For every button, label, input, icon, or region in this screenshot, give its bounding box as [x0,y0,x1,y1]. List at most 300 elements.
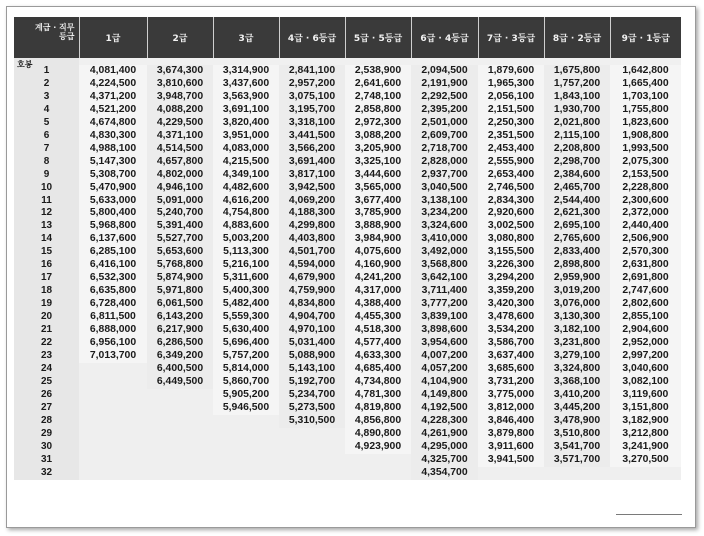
salary-cell: 3,820,400 [213,117,279,130]
salary-cell: 2,920,600 [478,207,544,220]
salary-cell: 3,637,400 [478,350,544,363]
salary-cell: 4,856,800 [345,415,411,428]
salary-cell: 2,151,500 [478,104,544,117]
salary-cell [213,467,279,480]
salary-cell: 2,250,300 [478,117,544,130]
salary-cell: 2,765,600 [544,233,610,246]
salary-cell: 4,224,500 [79,78,147,91]
salary-cell [79,389,147,402]
table-row [14,363,681,376]
salary-cell: 3,563,900 [213,91,279,104]
table-row [14,467,681,480]
salary-cell: 4,518,300 [345,324,411,337]
salary-cell: 3,685,600 [478,363,544,376]
salary-cell: 3,076,000 [544,298,610,311]
salary-cell: 3,568,800 [411,259,478,272]
salary-cell: 3,420,300 [478,298,544,311]
salary-cell: 2,570,300 [610,246,681,259]
table-row [14,233,681,246]
table-row [14,389,681,402]
salary-cell: 6,137,600 [79,233,147,246]
salary-cell: 3,565,000 [345,182,411,195]
salary-cell: 1,703,100 [610,91,681,104]
salary-cell: 2,208,800 [544,143,610,156]
step-number: 21 [14,324,79,337]
salary-cell: 4,819,800 [345,402,411,415]
salary-cell [213,428,279,441]
table-row [14,169,681,182]
salary-table [14,17,681,480]
salary-cell [79,441,147,454]
grade-header-9: 9급 · 1등급 [610,17,681,58]
salary-cell: 2,372,000 [610,207,681,220]
salary-cell: 2,641,600 [345,78,411,91]
salary-cell: 6,956,100 [79,337,147,350]
salary-cell: 6,635,800 [79,285,147,298]
salary-cell: 4,295,000 [411,441,478,454]
salary-cell: 4,104,900 [411,376,478,389]
table-row [14,428,681,441]
salary-cell: 3,566,200 [279,143,345,156]
salary-cell: 4,657,800 [147,156,213,169]
salary-cell: 3,318,100 [279,117,345,130]
salary-cell: 4,455,300 [345,311,411,324]
table-row [14,220,681,233]
salary-cell: 2,959,900 [544,272,610,285]
salary-cell: 1,823,600 [610,117,681,130]
salary-cell: 4,057,200 [411,363,478,376]
salary-cell: 5,768,800 [147,259,213,272]
salary-cell: 5,031,400 [279,337,345,350]
salary-cell: 2,075,300 [610,156,681,169]
grade-header-2: 2급 [147,17,213,58]
salary-cell: 5,559,300 [213,311,279,324]
salary-cell: 5,310,500 [279,415,345,428]
salary-cell: 3,182,100 [544,324,610,337]
table-row [14,207,681,220]
salary-cell: 6,416,100 [79,259,147,272]
table-row [14,91,681,104]
salary-cell: 3,410,200 [544,389,610,402]
salary-cell [213,441,279,454]
salary-cell: 2,228,800 [610,182,681,195]
salary-cell: 3,571,700 [544,454,610,467]
step-number: 7 [14,143,79,156]
salary-cell [279,467,345,480]
salary-cell: 2,384,600 [544,169,610,182]
salary-cell: 5,273,500 [279,402,345,415]
salary-cell: 3,478,600 [478,311,544,324]
step-number: 22 [14,337,79,350]
table-row [14,324,681,337]
salary-cell: 6,217,900 [147,324,213,337]
salary-cell: 3,231,800 [544,337,610,350]
salary-cell: 5,088,900 [279,350,345,363]
salary-cell: 5,003,200 [213,233,279,246]
header-corner-cell [14,17,79,69]
salary-cell: 2,191,900 [411,78,478,91]
table-row [14,143,681,156]
salary-cell: 6,143,200 [147,311,213,324]
salary-cell: 4,521,200 [79,104,147,117]
salary-cell: 4,229,500 [147,117,213,130]
salary-cell: 4,923,900 [345,441,411,454]
salary-cell: 5,311,600 [213,272,279,285]
salary-cell: 4,633,300 [345,350,411,363]
salary-cell: 3,984,900 [345,233,411,246]
salary-cell: 3,075,100 [279,91,345,104]
salary-cell: 5,860,700 [213,376,279,389]
salary-cell: 4,160,900 [345,259,411,272]
salary-cell [79,454,147,467]
salary-cell: 3,810,600 [147,78,213,91]
salary-cell: 3,777,200 [411,298,478,311]
table-row [14,182,681,195]
step-number: 28 [14,415,79,428]
salary-cell: 4,228,300 [411,415,478,428]
salary-cell: 5,757,200 [213,350,279,363]
salary-cell: 6,888,000 [79,324,147,337]
salary-cell: 5,971,800 [147,285,213,298]
salary-cell [79,402,147,415]
table-row [14,402,681,415]
header-row [14,17,681,58]
salary-cell: 3,898,600 [411,324,478,337]
salary-cell: 2,094,500 [411,65,478,78]
step-number: 26 [14,389,79,402]
table-row [14,441,681,454]
salary-cell: 3,270,500 [610,454,681,467]
salary-cell: 4,946,100 [147,182,213,195]
salary-cell: 5,240,700 [147,207,213,220]
table-row [14,104,681,117]
salary-cell: 5,470,900 [79,182,147,195]
salary-cell: 4,594,000 [279,259,345,272]
salary-cell: 5,391,400 [147,220,213,233]
salary-cell: 3,677,400 [345,195,411,208]
salary-cell: 6,349,200 [147,350,213,363]
salary-cell: 4,317,000 [345,285,411,298]
salary-cell: 3,642,100 [411,272,478,285]
salary-cell: 3,182,900 [610,415,681,428]
grade-header-5: 5급 · 5등급 [345,17,411,58]
salary-cell: 3,534,200 [478,324,544,337]
salary-cell: 3,212,800 [610,428,681,441]
salary-cell: 4,241,200 [345,272,411,285]
salary-cell: 3,691,400 [279,156,345,169]
salary-cell: 1,930,700 [544,104,610,117]
salary-cell: 2,501,000 [411,117,478,130]
salary-cell: 2,453,400 [478,143,544,156]
salary-cell: 1,642,800 [610,65,681,78]
salary-cell: 3,130,300 [544,311,610,324]
salary-cell: 2,748,100 [345,91,411,104]
salary-cell: 2,298,700 [544,156,610,169]
salary-cell: 5,091,000 [147,195,213,208]
salary-cell: 2,465,700 [544,182,610,195]
salary-cell: 3,478,900 [544,415,610,428]
salary-cell: 2,395,200 [411,104,478,117]
salary-cell: 4,501,700 [279,246,345,259]
salary-cell: 3,151,800 [610,402,681,415]
table-row [14,337,681,350]
salary-cell: 3,445,200 [544,402,610,415]
salary-cell: 3,294,200 [478,272,544,285]
salary-cell: 3,691,100 [213,104,279,117]
salary-cell: 4,192,500 [411,402,478,415]
salary-cell: 3,954,600 [411,337,478,350]
salary-cell: 4,215,500 [213,156,279,169]
salary-cell: 3,586,700 [478,337,544,350]
salary-cell: 5,192,700 [279,376,345,389]
salary-cell: 5,633,000 [79,195,147,208]
salary-cell [279,441,345,454]
step-number: 20 [14,311,79,324]
salary-cell: 4,007,200 [411,350,478,363]
salary-cell: 1,755,800 [610,104,681,117]
step-number: 25 [14,376,79,389]
step-number: 12 [14,207,79,220]
salary-cell: 4,514,500 [147,143,213,156]
salary-cell: 4,988,100 [79,143,147,156]
table-row [14,78,681,91]
salary-cell: 5,630,400 [213,324,279,337]
salary-cell: 4,371,100 [147,130,213,143]
salary-cell: 3,846,400 [478,415,544,428]
step-number: 17 [14,272,79,285]
salary-cell: 5,400,300 [213,285,279,298]
salary-cell: 4,970,100 [279,324,345,337]
salary-cell: 4,371,200 [79,91,147,104]
table-row [14,454,681,467]
salary-cell: 2,746,500 [478,182,544,195]
salary-cell: 2,957,200 [279,78,345,91]
salary-cell: 3,711,400 [411,285,478,298]
step-number: 11 [14,195,79,208]
salary-cell: 1,757,200 [544,78,610,91]
salary-cell [213,454,279,467]
salary-cell: 2,609,700 [411,130,478,143]
step-number: 14 [14,233,79,246]
salary-cell: 5,946,500 [213,402,279,415]
salary-cell: 2,056,100 [478,91,544,104]
salary-cell: 3,040,500 [411,182,478,195]
salary-cell: 2,904,600 [610,324,681,337]
salary-cell [79,467,147,480]
salary-cell: 5,968,800 [79,220,147,233]
salary-cell: 4,088,200 [147,104,213,117]
salary-cell: 4,075,600 [345,246,411,259]
grade-header-label: 계급 · 직무 등급 [34,23,75,41]
salary-cell: 2,621,300 [544,207,610,220]
salary-cell: 3,948,700 [147,91,213,104]
salary-cell: 2,555,900 [478,156,544,169]
step-number: 18 [14,285,79,298]
salary-cell: 3,775,000 [478,389,544,402]
table-row [14,130,681,143]
salary-cell: 3,510,800 [544,428,610,441]
step-number: 13 [14,220,79,233]
salary-cell: 6,285,100 [79,246,147,259]
salary-cell: 2,695,100 [544,220,610,233]
salary-cell: 4,325,700 [411,454,478,467]
salary-cell: 4,349,100 [213,169,279,182]
salary-cell: 2,538,900 [345,65,411,78]
salary-cell: 3,951,000 [213,130,279,143]
salary-cell: 3,019,200 [544,285,610,298]
salary-cell: 3,368,100 [544,376,610,389]
salary-cell: 3,888,900 [345,220,411,233]
salary-cell: 3,138,100 [411,195,478,208]
salary-cell: 2,115,100 [544,130,610,143]
salary-cell: 3,359,200 [478,285,544,298]
table-row [14,117,681,130]
salary-cell [544,467,610,480]
salary-cell: 3,674,300 [147,65,213,78]
grade-header-7: 7급 · 3등급 [478,17,544,58]
salary-cell: 2,997,200 [610,350,681,363]
salary-cell [478,467,544,480]
salary-cell [147,389,213,402]
salary-cell: 4,890,800 [345,428,411,441]
salary-cell: 5,482,400 [213,298,279,311]
step-number: 9 [14,169,79,182]
table-row [14,156,681,169]
step-number: 27 [14,402,79,415]
salary-cell: 6,061,500 [147,298,213,311]
step-number: 4 [14,104,79,117]
salary-cell: 2,351,500 [478,130,544,143]
salary-cell: 3,444,600 [345,169,411,182]
table-row [14,415,681,428]
step-header-label: 호봉 [17,60,33,69]
salary-cell: 2,653,400 [478,169,544,182]
salary-cell: 1,675,800 [544,65,610,78]
salary-cell: 2,300,600 [610,195,681,208]
table-row [14,246,681,259]
salary-cell: 2,506,900 [610,233,681,246]
salary-cell: 6,728,400 [79,298,147,311]
salary-cell [79,363,147,376]
salary-cell: 3,441,500 [279,130,345,143]
salary-cell: 5,308,700 [79,169,147,182]
salary-cell: 4,685,400 [345,363,411,376]
salary-cell: 3,541,700 [544,441,610,454]
step-number: 32 [14,467,79,480]
salary-cell: 3,002,500 [478,220,544,233]
salary-cell: 1,965,300 [478,78,544,91]
salary-cell [610,467,681,480]
salary-cell: 2,718,700 [411,143,478,156]
salary-cell: 1,665,400 [610,78,681,91]
salary-cell: 2,631,800 [610,259,681,272]
salary-cell: 4,069,200 [279,195,345,208]
salary-cell: 5,113,300 [213,246,279,259]
salary-cell [345,467,411,480]
salary-cell: 3,812,000 [478,402,544,415]
salary-cell: 3,911,600 [478,441,544,454]
salary-cell: 2,747,600 [610,285,681,298]
salary-cell: 4,577,400 [345,337,411,350]
salary-cell: 3,324,800 [544,363,610,376]
salary-cell: 3,817,100 [279,169,345,182]
salary-cell: 3,879,800 [478,428,544,441]
salary-cell [147,415,213,428]
step-number: 24 [14,363,79,376]
grade-header-6: 6급 · 4등급 [411,17,478,58]
step-number: 29 [14,428,79,441]
salary-cell: 4,354,700 [411,467,478,480]
salary-cell: 4,759,900 [279,285,345,298]
salary-cell [213,415,279,428]
salary-cell: 5,143,100 [279,363,345,376]
salary-cell: 5,814,000 [213,363,279,376]
table-row [14,311,681,324]
salary-cell [79,415,147,428]
salary-cell: 2,898,800 [544,259,610,272]
step-number: 15 [14,246,79,259]
salary-cell: 4,081,400 [79,65,147,78]
salary-cell: 2,952,000 [610,337,681,350]
step-number: 19 [14,298,79,311]
step-number: 31 [14,454,79,467]
header-spacer-row [14,58,681,65]
salary-cell: 2,937,700 [411,169,478,182]
salary-cell [279,454,345,467]
salary-cell: 2,855,100 [610,311,681,324]
step-number: 3 [14,91,79,104]
salary-cell: 5,527,700 [147,233,213,246]
salary-cell: 6,811,500 [79,311,147,324]
salary-cell: 3,205,900 [345,143,411,156]
salary-cell: 3,040,600 [610,363,681,376]
salary-cell: 4,149,800 [411,389,478,402]
salary-cell: 4,734,800 [345,376,411,389]
salary-cell: 3,119,600 [610,389,681,402]
salary-cell: 4,754,800 [213,207,279,220]
salary-cell: 3,226,300 [478,259,544,272]
salary-cell: 5,216,100 [213,259,279,272]
salary-cell: 2,858,800 [345,104,411,117]
salary-cell [147,441,213,454]
salary-cell [147,428,213,441]
step-number: 2 [14,78,79,91]
salary-cell: 4,834,800 [279,298,345,311]
salary-cell: 3,410,000 [411,233,478,246]
salary-cell: 7,013,700 [79,350,147,363]
grade-header-1: 1급 [79,17,147,58]
salary-cell: 6,400,500 [147,363,213,376]
salary-cell: 5,800,400 [79,207,147,220]
salary-cell: 3,731,200 [478,376,544,389]
table-body [14,58,681,480]
salary-cell: 3,437,600 [213,78,279,91]
salary-cell: 5,234,700 [279,389,345,402]
grade-header-4: 4급 · 6등급 [279,17,345,58]
salary-cell: 4,679,900 [279,272,345,285]
salary-cell: 6,532,300 [79,272,147,285]
salary-cell: 4,083,000 [213,143,279,156]
salary-cell: 4,883,600 [213,220,279,233]
table-row [14,65,681,78]
grade-header-3: 3급 [213,17,279,58]
salary-cell: 2,802,600 [610,298,681,311]
salary-cell: 4,188,300 [279,207,345,220]
salary-cell: 1,993,500 [610,143,681,156]
salary-cell: 5,874,900 [147,272,213,285]
salary-cell: 3,082,100 [610,376,681,389]
salary-cell: 3,785,900 [345,207,411,220]
